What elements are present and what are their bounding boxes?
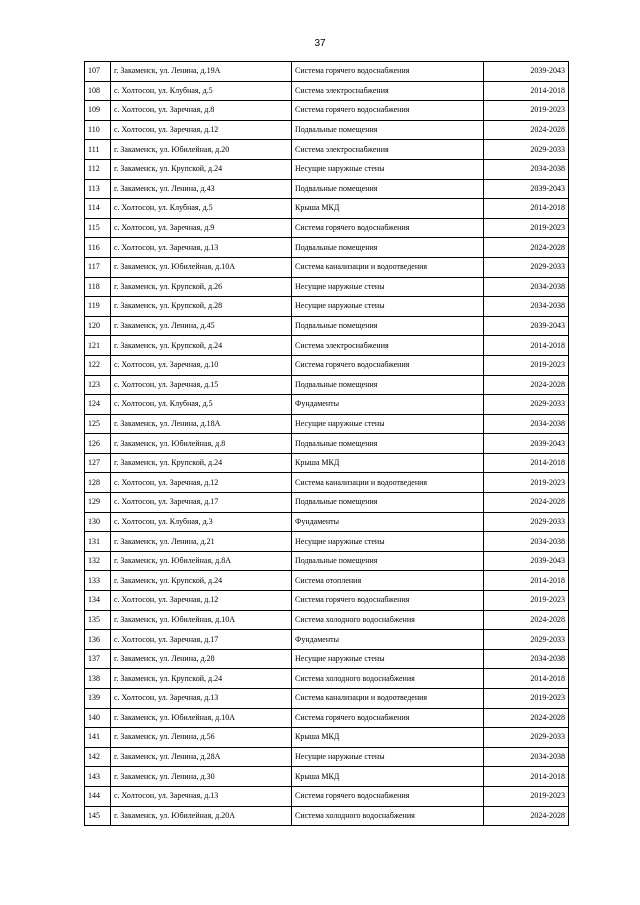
table-row <box>85 238 569 258</box>
system-cell: Система электроснабжения <box>292 336 484 356</box>
repair-schedule-table <box>84 61 569 826</box>
table-row <box>85 101 569 121</box>
table-row <box>85 786 569 806</box>
row-number-cell: 143 <box>85 767 111 787</box>
system-cell: Несущие наружные стены <box>292 747 484 767</box>
row-number-cell: 134 <box>85 591 111 611</box>
address-cell: с. Холтосон, ул. Заречная, д.13 <box>111 689 292 709</box>
period-cell: 2029-2033 <box>484 395 569 415</box>
system-cell: Система горячего водоснабжения <box>292 591 484 611</box>
row-number-cell: 115 <box>85 218 111 238</box>
system-cell: Подвальные помещения <box>292 493 484 513</box>
row-number-cell: 116 <box>85 238 111 258</box>
address-cell: г. Закаменск, ул. Ленина, д.30 <box>111 767 292 787</box>
table-row <box>85 512 569 532</box>
period-cell: 2024-2028 <box>484 238 569 258</box>
system-cell: Система электроснабжения <box>292 140 484 160</box>
table-row <box>85 728 569 748</box>
address-cell: г. Закаменск, ул. Крупской, д.24 <box>111 336 292 356</box>
period-cell: 2039-2043 <box>484 551 569 571</box>
system-cell: Фундаменты <box>292 395 484 415</box>
row-number-cell: 137 <box>85 649 111 669</box>
system-cell: Система горячего водоснабжения <box>292 218 484 238</box>
table-row <box>85 434 569 454</box>
row-number-cell: 144 <box>85 786 111 806</box>
row-number-cell: 132 <box>85 551 111 571</box>
system-cell: Крыша МКД <box>292 199 484 219</box>
table-row <box>85 120 569 140</box>
system-cell: Система отопления <box>292 571 484 591</box>
system-cell: Система канализации и водоотведения <box>292 473 484 493</box>
row-number-cell: 108 <box>85 81 111 101</box>
row-number-cell: 127 <box>85 453 111 473</box>
system-cell: Фундаменты <box>292 512 484 532</box>
table-row <box>85 414 569 434</box>
row-number-cell: 121 <box>85 336 111 356</box>
system-cell: Система горячего водоснабжения <box>292 708 484 728</box>
table-row <box>85 336 569 356</box>
row-number-cell: 110 <box>85 120 111 140</box>
period-cell: 2014-2018 <box>484 199 569 219</box>
system-cell: Подвальные помещения <box>292 434 484 454</box>
table-row <box>85 689 569 709</box>
period-cell: 2024-2028 <box>484 806 569 826</box>
period-cell: 2034-2038 <box>484 277 569 297</box>
address-cell: г. Закаменск, ул. Ленина, д.19А <box>111 62 292 82</box>
table-row <box>85 767 569 787</box>
table-row <box>85 316 569 336</box>
system-cell: Крыша МКД <box>292 728 484 748</box>
system-cell: Подвальные помещения <box>292 238 484 258</box>
row-number-cell: 126 <box>85 434 111 454</box>
period-cell: 2019-2023 <box>484 473 569 493</box>
address-cell: с. Холтосон, ул. Заречная, д.17 <box>111 630 292 650</box>
table-row <box>85 747 569 767</box>
period-cell: 2014-2018 <box>484 571 569 591</box>
row-number-cell: 112 <box>85 159 111 179</box>
row-number-cell: 131 <box>85 532 111 552</box>
system-cell: Система горячего водоснабжения <box>292 62 484 82</box>
system-cell: Несущие наружные стены <box>292 532 484 552</box>
period-cell: 2024-2028 <box>484 493 569 513</box>
period-cell: 2014-2018 <box>484 767 569 787</box>
address-cell: г. Закаменск, ул. Юбилейная, д.10А <box>111 610 292 630</box>
period-cell: 2024-2028 <box>484 375 569 395</box>
table-row <box>85 806 569 826</box>
row-number-cell: 141 <box>85 728 111 748</box>
period-cell: 2019-2023 <box>484 101 569 121</box>
system-cell: Система холодного водоснабжения <box>292 610 484 630</box>
row-number-cell: 145 <box>85 806 111 826</box>
table-row <box>85 355 569 375</box>
period-cell: 2014-2018 <box>484 81 569 101</box>
address-cell: г. Закаменск, ул. Крупской, д.28 <box>111 297 292 317</box>
system-cell: Подвальные помещения <box>292 179 484 199</box>
system-cell: Система канализации и водоотведения <box>292 689 484 709</box>
address-cell: г. Закаменск, ул. Ленина, д.18А <box>111 414 292 434</box>
row-number-cell: 111 <box>85 140 111 160</box>
period-cell: 2019-2023 <box>484 218 569 238</box>
system-cell: Система холодного водоснабжения <box>292 806 484 826</box>
table-row <box>85 571 569 591</box>
address-cell: г. Закаменск, ул. Юбилейная, д.8А <box>111 551 292 571</box>
period-cell: 2019-2023 <box>484 591 569 611</box>
system-cell: Несущие наружные стены <box>292 649 484 669</box>
period-cell: 2014-2018 <box>484 669 569 689</box>
period-cell: 2024-2028 <box>484 610 569 630</box>
row-number-cell: 120 <box>85 316 111 336</box>
address-cell: г. Закаменск, ул. Ленина, д.28А <box>111 747 292 767</box>
row-number-cell: 122 <box>85 355 111 375</box>
address-cell: г. Закаменск, ул. Крупской, д.24 <box>111 453 292 473</box>
system-cell: Несущие наружные стены <box>292 277 484 297</box>
row-number-cell: 138 <box>85 669 111 689</box>
address-cell: г. Закаменск, ул. Юбилейная, д.10А <box>111 257 292 277</box>
period-cell: 2034-2038 <box>484 159 569 179</box>
system-cell: Крыша МКД <box>292 453 484 473</box>
address-cell: г. Закаменск, ул. Ленина, д.45 <box>111 316 292 336</box>
table-row <box>85 81 569 101</box>
system-cell: Подвальные помещения <box>292 375 484 395</box>
period-cell: 2034-2038 <box>484 747 569 767</box>
system-cell: Система электроснабжения <box>292 81 484 101</box>
period-cell: 2039-2043 <box>484 62 569 82</box>
period-cell: 2034-2038 <box>484 297 569 317</box>
address-cell: г. Закаменск, ул. Юбилейная, д.8 <box>111 434 292 454</box>
row-number-cell: 136 <box>85 630 111 650</box>
address-cell: с. Холтосон, ул. Клубная, д.5 <box>111 81 292 101</box>
address-cell: с. Холтосон, ул. Клубная, д.5 <box>111 395 292 415</box>
address-cell: с. Холтосон, ул. Клубная, д.3 <box>111 512 292 532</box>
period-cell: 2019-2023 <box>484 786 569 806</box>
row-number-cell: 117 <box>85 257 111 277</box>
row-number-cell: 130 <box>85 512 111 532</box>
system-cell: Система канализации и водоотведения <box>292 257 484 277</box>
row-number-cell: 114 <box>85 199 111 219</box>
system-cell: Несущие наружные стены <box>292 414 484 434</box>
table-row <box>85 159 569 179</box>
address-cell: г. Закаменск, ул. Юбилейная, д.10А <box>111 708 292 728</box>
address-cell: с. Холтосон, ул. Заречная, д.9 <box>111 218 292 238</box>
address-cell: с. Холтосон, ул. Заречная, д.12 <box>111 120 292 140</box>
system-cell: Подвальные помещения <box>292 316 484 336</box>
table-row <box>85 649 569 669</box>
table-row <box>85 610 569 630</box>
address-cell: г. Закаменск, ул. Крупской, д.24 <box>111 159 292 179</box>
row-number-cell: 128 <box>85 473 111 493</box>
period-cell: 2034-2038 <box>484 414 569 434</box>
row-number-cell: 133 <box>85 571 111 591</box>
period-cell: 2029-2033 <box>484 630 569 650</box>
address-cell: с. Холтосон, ул. Заречная, д.12 <box>111 473 292 493</box>
system-cell: Система горячего водоснабжения <box>292 101 484 121</box>
period-cell: 2019-2023 <box>484 689 569 709</box>
period-cell: 2029-2033 <box>484 728 569 748</box>
period-cell: 2029-2033 <box>484 512 569 532</box>
row-number-cell: 123 <box>85 375 111 395</box>
row-number-cell: 119 <box>85 297 111 317</box>
table-row <box>85 277 569 297</box>
address-cell: г. Закаменск, ул. Крупской, д.24 <box>111 669 292 689</box>
address-cell: с. Холтосон, ул. Заречная, д.17 <box>111 493 292 513</box>
table-row <box>85 708 569 728</box>
row-number-cell: 129 <box>85 493 111 513</box>
system-cell: Крыша МКД <box>292 767 484 787</box>
table-row <box>85 453 569 473</box>
row-number-cell: 107 <box>85 62 111 82</box>
system-cell: Система горячего водоснабжения <box>292 786 484 806</box>
table-row <box>85 297 569 317</box>
table-row <box>85 473 569 493</box>
table-row <box>85 218 569 238</box>
system-cell: Фундаменты <box>292 630 484 650</box>
period-cell: 2029-2033 <box>484 257 569 277</box>
row-number-cell: 118 <box>85 277 111 297</box>
period-cell: 2014-2018 <box>484 453 569 473</box>
system-cell: Подвальные помещения <box>292 120 484 140</box>
address-cell: с. Холтосон, ул. Заречная, д.15 <box>111 375 292 395</box>
table-row <box>85 532 569 552</box>
period-cell: 2029-2033 <box>484 140 569 160</box>
system-cell: Система горячего водоснабжения <box>292 355 484 375</box>
address-cell: с. Холтосон, ул. Клубная, д.5 <box>111 199 292 219</box>
system-cell: Подвальные помещения <box>292 551 484 571</box>
table-row <box>85 199 569 219</box>
table-row <box>85 630 569 650</box>
address-cell: г. Закаменск, ул. Ленина, д.43 <box>111 179 292 199</box>
table-row <box>85 669 569 689</box>
address-cell: с. Холтосон, ул. Заречная, д.8 <box>111 101 292 121</box>
period-cell: 2019-2023 <box>484 355 569 375</box>
address-cell: г. Закаменск, ул. Ленина, д.28 <box>111 649 292 669</box>
table-row <box>85 140 569 160</box>
period-cell: 2024-2028 <box>484 120 569 140</box>
row-number-cell: 109 <box>85 101 111 121</box>
address-cell: г. Закаменск, ул. Юбилейная, д.20 <box>111 140 292 160</box>
address-cell: с. Холтосон, ул. Заречная, д.12 <box>111 591 292 611</box>
table-row <box>85 62 569 82</box>
row-number-cell: 140 <box>85 708 111 728</box>
address-cell: г. Закаменск, ул. Ленина, д.56 <box>111 728 292 748</box>
period-cell: 2014-2018 <box>484 336 569 356</box>
table-body <box>85 62 569 826</box>
row-number-cell: 125 <box>85 414 111 434</box>
address-cell: г. Закаменск, ул. Крупской, д.26 <box>111 277 292 297</box>
system-cell: Несущие наружные стены <box>292 297 484 317</box>
period-cell: 2039-2043 <box>484 179 569 199</box>
address-cell: г. Закаменск, ул. Ленина, д.21 <box>111 532 292 552</box>
table-row <box>85 395 569 415</box>
row-number-cell: 124 <box>85 395 111 415</box>
address-cell: с. Холтосон, ул. Заречная, д.10 <box>111 355 292 375</box>
row-number-cell: 135 <box>85 610 111 630</box>
row-number-cell: 142 <box>85 747 111 767</box>
system-cell: Несущие наружные стены <box>292 159 484 179</box>
page-number: 37 <box>314 38 326 49</box>
period-cell: 2034-2038 <box>484 649 569 669</box>
table-row <box>85 493 569 513</box>
address-cell: г. Закаменск, ул. Юбилейная, д.20А <box>111 806 292 826</box>
table-row <box>85 375 569 395</box>
system-cell: Система холодного водоснабжения <box>292 669 484 689</box>
period-cell: 2024-2028 <box>484 708 569 728</box>
table-row <box>85 179 569 199</box>
address-cell: с. Холтосон, ул. Заречная, д.13 <box>111 238 292 258</box>
table-row <box>85 257 569 277</box>
row-number-cell: 113 <box>85 179 111 199</box>
table-row <box>85 551 569 571</box>
address-cell: с. Холтосон, ул. Заречная, д.13 <box>111 786 292 806</box>
period-cell: 2034-2038 <box>484 532 569 552</box>
period-cell: 2039-2043 <box>484 316 569 336</box>
table-row <box>85 591 569 611</box>
address-cell: г. Закаменск, ул. Крупской, д.24 <box>111 571 292 591</box>
period-cell: 2039-2043 <box>484 434 569 454</box>
row-number-cell: 139 <box>85 689 111 709</box>
